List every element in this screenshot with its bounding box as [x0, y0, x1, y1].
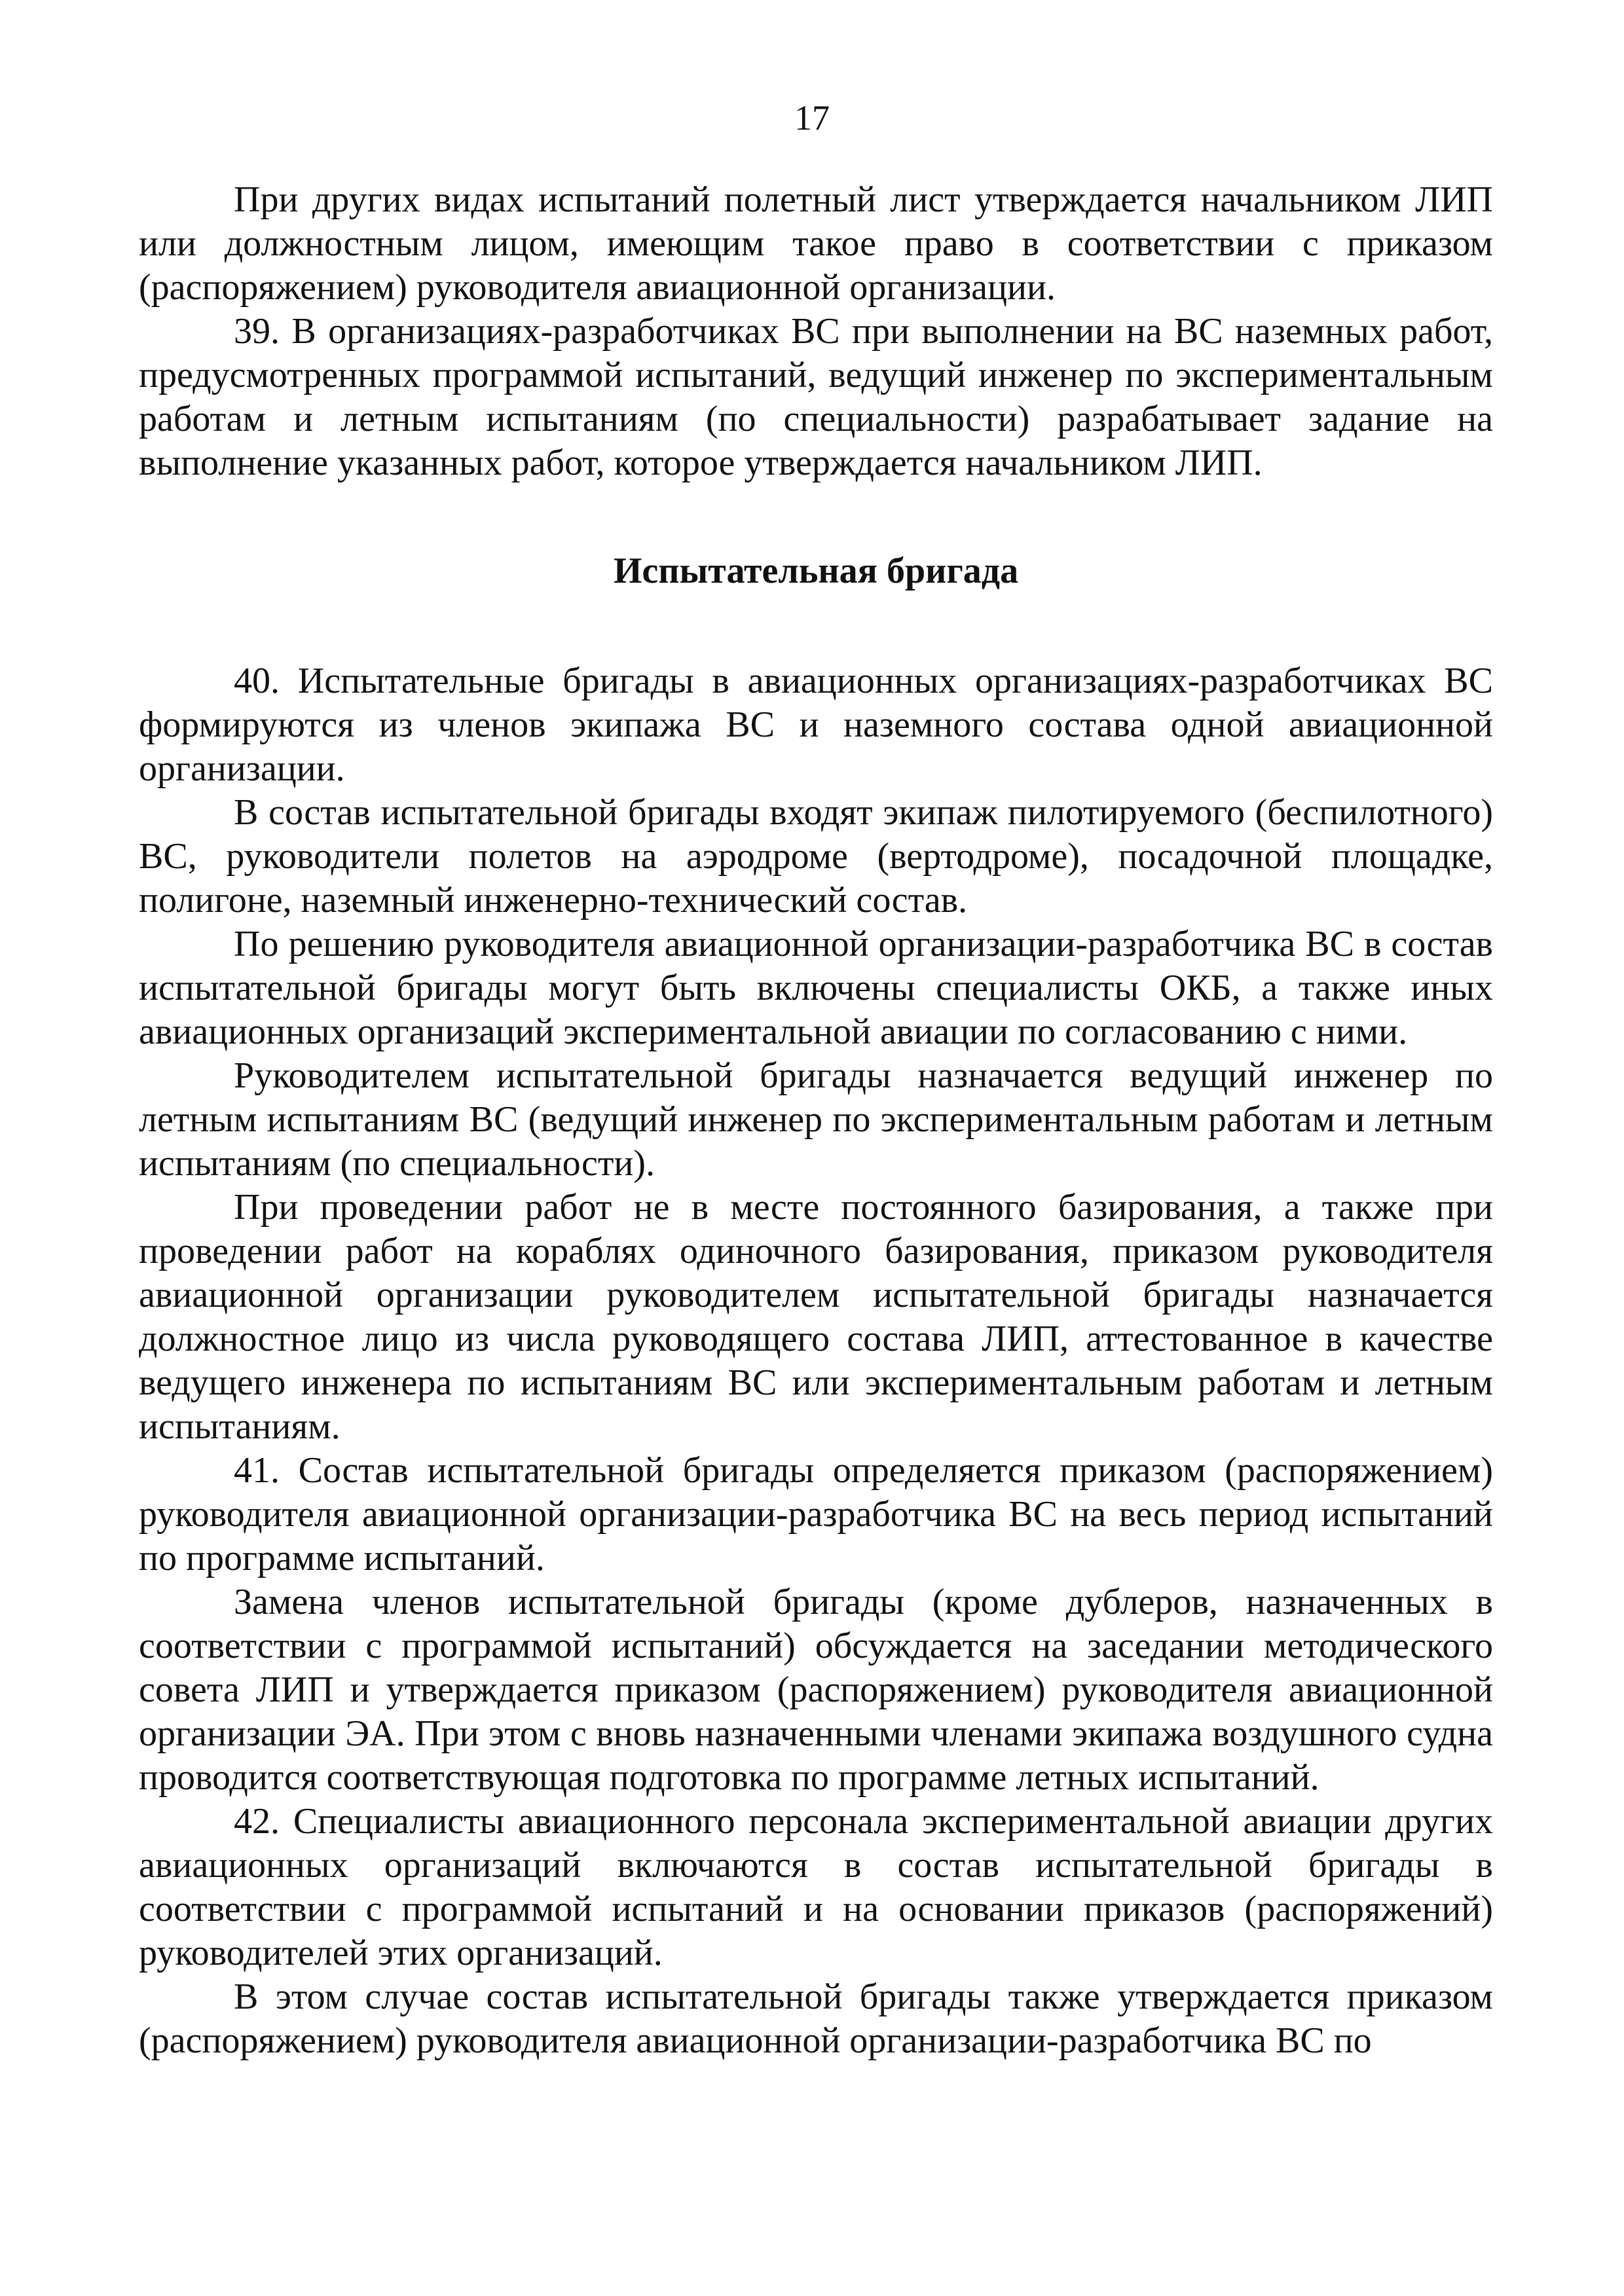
page-number: 17 [794, 98, 830, 137]
paragraph-team-leader: Руководителем испытательной бригады назначается ведущий инженер по летным испытаниям ВС (ведущий инженер по экспериментальным работам и летным испытаниям (по специальности). [139, 1055, 1493, 1184]
paragraph-41: 41. Состав испытательной бригады определяется приказом (распоряжением) руководителя авиационной организации-разработчика ВС на весь период испытаний по программе испытаний. [139, 1450, 1493, 1578]
paragraph-crew-composition: В состав испытательной бригады входят экипаж пилотируемого (беспилотного) ВС, руководители полетов на аэродроме (вертодроме), посадочной площадке, полигоне, наземный инженерно-технический состав. [139, 792, 1493, 920]
paragraph-member-replacement: Замена членов испытательной бригады (кроме дублеров, назначенных в соответствии с программой испытаний) обсуждается на заседании методического совета ЛИП и утверждается приказом (распоряжением) руководителя авиационной организации ЭА. При этом с вновь назначенными членами экипажа воздушного судна проводится соответствующая подготовка по программе летных испытаний. [139, 1582, 1493, 1798]
section-heading: Испытательная бригада [613, 551, 1019, 591]
paragraph-42: 42. Специалисты авиационного персонала экспериментальной авиации других авиационных организаций включаются в состав испытательной бригады в соответствии с программой испытаний и на основании приказов (распоряжений) руководителей этих организаций. [139, 1801, 1493, 1973]
paragraph-39: 39. В организациях-разработчиках ВС при выполнении на ВС наземных работ, предусмотренных программой испытаний, ведущий инженер по экспериментальным работам и летным испытаниям (по специальности) разрабатывает задание на выполнение указанных работ, которое утверждается начальником ЛИП. [139, 311, 1493, 483]
document-body [139, 178, 1493, 2063]
paragraph-intro-1: При других видах испытаний полетный лист утверждается начальником ЛИП или должностным лицом, имеющим такое право в соответствии с приказом (распоряжением) руководителя авиационной организации. [139, 179, 1493, 308]
paragraph-approval-continued: В этом случае состав испытательной бригады также утверждается приказом (распоряжением) руководителя авиационной организации-разработчика ВС по [139, 1977, 1493, 2061]
paragraph-off-base-work: При проведении работ не в месте постоянного базирования, а также при проведении работ на кораблях одиночного базирования, приказом руководителя авиационной организации руководителем испытательной бригады назначается должностное лицо из числа руководящего состава ЛИП, аттестованное в качестве ведущего инженера по испытаниям ВС или экспериментальным работам и летным испытаниям. [139, 1187, 1493, 1447]
paragraph-40: 40. Испытательные бригады в авиационных организациях-разработчиках ВС формируются из членов экипажа ВС и наземного состава одной авиационной организации. [139, 661, 1493, 789]
paragraph-okb-specialists: По решению руководителя авиационной организации-разработчика ВС в состав испытательной бригады могут быть включены специалисты ОКБ, а также иных авиационных организаций экспериментальной авиации по согласованию с ними. [139, 924, 1493, 1052]
